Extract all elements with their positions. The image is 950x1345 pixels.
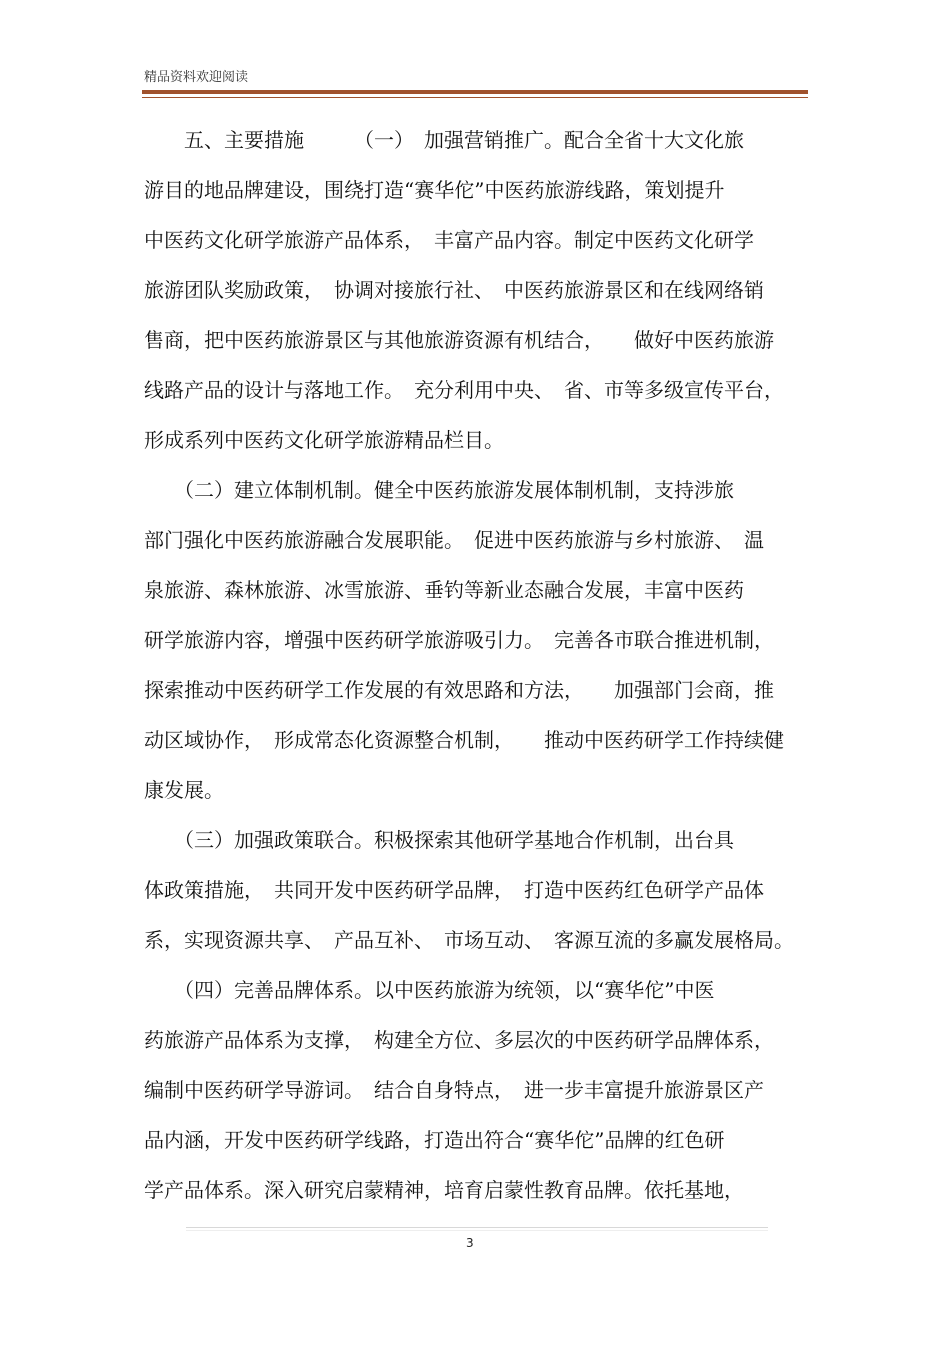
text-line: 中医药文化研学旅游产品体系， 丰富产品内容。制定中医药文化研学 bbox=[144, 228, 754, 252]
text-line: 学产品体系。深入研究启蒙精神，培育启蒙性教育品牌。依托基地， bbox=[144, 1178, 744, 1202]
text-line: 编制中医药研学导游词。 结合自身特点， 进一步丰富提升旅游景区产 bbox=[144, 1078, 764, 1102]
text-line: 动区域协作， 形成常态化资源整合机制， 推动中医药研学工作持续健 bbox=[144, 728, 784, 752]
header-rule-thick bbox=[142, 90, 808, 94]
text-line: 探索推动中医药研学工作发展的有效思路和方法， 加强部门会商，推 bbox=[144, 678, 774, 702]
text-line: 售商，把中医药旅游景区与其他旅游资源有机结合， 做好中医药旅游 bbox=[144, 328, 774, 352]
text-line: （四）完善品牌体系。以中医药旅游为统领，以“赛华佗”中医 bbox=[144, 978, 715, 1002]
page-number: 3 bbox=[466, 1236, 474, 1250]
footer-rule-shadow bbox=[186, 1230, 768, 1231]
text-line: 康发展。 bbox=[144, 778, 224, 802]
text-line: （二）建立体制机制。健全中医药旅游发展体制机制，支持涉旅 bbox=[144, 478, 734, 502]
text-line: 游目的地品牌建设，围绕打造“赛华佗”中医药旅游线路，策划提升 bbox=[144, 178, 725, 202]
text-line: 研学旅游内容，增强中医药研学旅游吸引力。 完善各市联合推进机制， bbox=[144, 628, 774, 652]
text-line: 体政策措施， 共同开发中医药研学品牌， 打造中医药红色研学产品体 bbox=[144, 878, 764, 902]
text-line: 品内涵，开发中医药研学线路，打造出符合“赛华佗”品牌的红色研 bbox=[144, 1128, 725, 1152]
header-rule-thin bbox=[142, 97, 808, 98]
text-line: 药旅游产品体系为支撑， 构建全方位、多层次的中医药研学品牌体系， bbox=[144, 1028, 774, 1052]
text-line: 部门强化中医药旅游融合发展职能。 促进中医药旅游与乡村旅游、 温 bbox=[144, 528, 764, 552]
text-line: 旅游团队奖励政策， 协调对接旅行社、 中医药旅游景区和在线网络销 bbox=[144, 278, 764, 302]
text-line: 系，实现资源共享、 产品互补、 市场互动、 客源互流的多赢发展格局。 bbox=[144, 928, 794, 952]
text-line: 泉旅游、森林旅游、冰雪旅游、垂钓等新业态融合发展，丰富中医药 bbox=[144, 578, 744, 602]
text-line: 形成系列中医药文化研学旅游精品栏目。 bbox=[144, 428, 504, 452]
footer-rule bbox=[186, 1227, 768, 1228]
header-title: 精品资料欢迎阅读 bbox=[144, 70, 249, 85]
text-line: 线路产品的设计与落地工作。 充分利用中央、 省、市等多级宣传平台， bbox=[144, 378, 784, 402]
text-line: 五、主要措施 （一） 加强营销推广。配合全省十大文化旅 bbox=[144, 128, 744, 152]
text-line: （三）加强政策联合。积极探索其他研学基地合作机制，出台具 bbox=[144, 828, 734, 852]
